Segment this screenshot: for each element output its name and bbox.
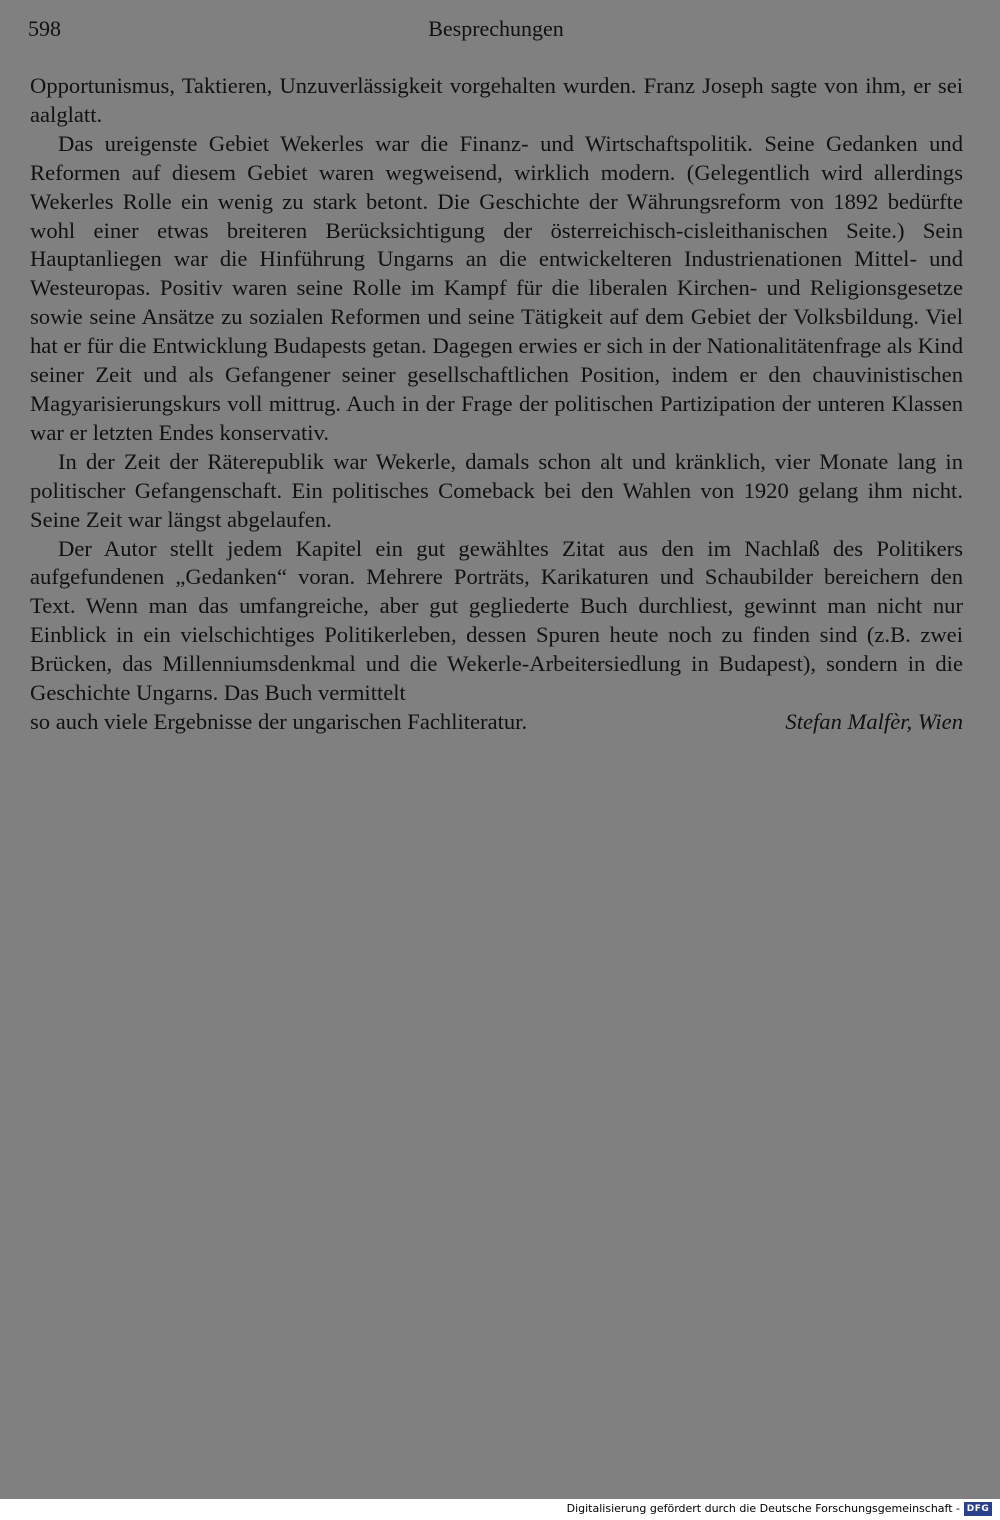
- dfg-logo: DFG: [964, 1502, 992, 1516]
- running-head: Besprechungen: [428, 16, 564, 41]
- reviewer-signature: Stefan Malfèr, Wien: [785, 708, 963, 734]
- page-number: 598: [28, 16, 61, 41]
- closing-line: [30, 708, 963, 737]
- digitization-footer: [0, 1499, 1000, 1520]
- paragraph-4: Der Autor stellt jedem Kapitel ein gut gewähltes Zitat aus den im Nachlaß des Politikers aufgefundenen „Gedanken“ voran. Mehrere Porträts, Karikaturen und Schaubilder bereichern den Text. Wenn man das umfangreiche, aber gut gegliederte Buch durchliest, gewinnt man nicht nur Einblick in ein vielschichtiges Politikerleben, dessen Spuren heute noch zu finden sind (z.B. zwei Brücken, das Millenniumsdenkmal und die Wekerle-Arbeitersiedlung in Budapest), sondern in die Geschichte Ungarns. Das Buch vermittelt: [30, 535, 963, 706]
- page-header: [28, 16, 964, 46]
- funding-notice: Digitalisierung gefördert durch die Deutsche Forschungsgemeinschaft -: [566, 1502, 960, 1515]
- paragraph-2: Das ureigenste Gebiet Wekerles war die Finanz- und Wirtschaftspolitik. Seine Gedanken und Reformen auf diesem Gebiet waren wegweisend, wirklich modern. (Gelegentlich wird allerdings Wekerles Rolle ein wenig zu stark betont. Die Geschichte der Währungsreform von 1892 bedürfte wohl einer etwas breiteren Berücksichtigung der österreichisch-cisleithanischen Seite.) Sein Hauptanliegen war die Hinführung Ungarns an die entwickelteren Industrienationen Mittel- und Westeuropas. Positiv waren seine Rolle im Kampf für die liberalen Kirchen- und Religionsgesetze sowie seine Ansätze zu sozialen Reformen und seine Tätigkeit auf dem Gebiet der Volksbildung. Viel hat er für die Entwicklung Budapests getan. Dagegen erwies er sich in der Nationalitätenfrage als Kind seiner Zeit und als Gefangener seiner gesellschaftlichen Position, indem er den chauvinistischen Magyarisierungskurs voll mittrug. Auch in der Frage der politischen Partizipation der unteren Klassen war er letzten Endes konservativ.: [30, 130, 963, 445]
- closing-sentence: so auch viele Ergebnisse der ungarischen Fachliteratur.: [30, 708, 528, 734]
- review-text: [30, 72, 963, 737]
- paragraph-1: Opportunismus, Taktieren, Unzuverlässigkeit vorgehalten wurden. Franz Joseph sagte von ihm, er sei aalglatt.: [30, 73, 963, 127]
- paragraph-3: In der Zeit der Räterepublik war Wekerle, damals schon alt und kränklich, vier Monate lang in politischer Gefangenschaft. Ein politisches Comeback bei den Wahlen von 1920 gelang ihm nicht. Seine Zeit war längst abgelaufen.: [30, 448, 963, 532]
